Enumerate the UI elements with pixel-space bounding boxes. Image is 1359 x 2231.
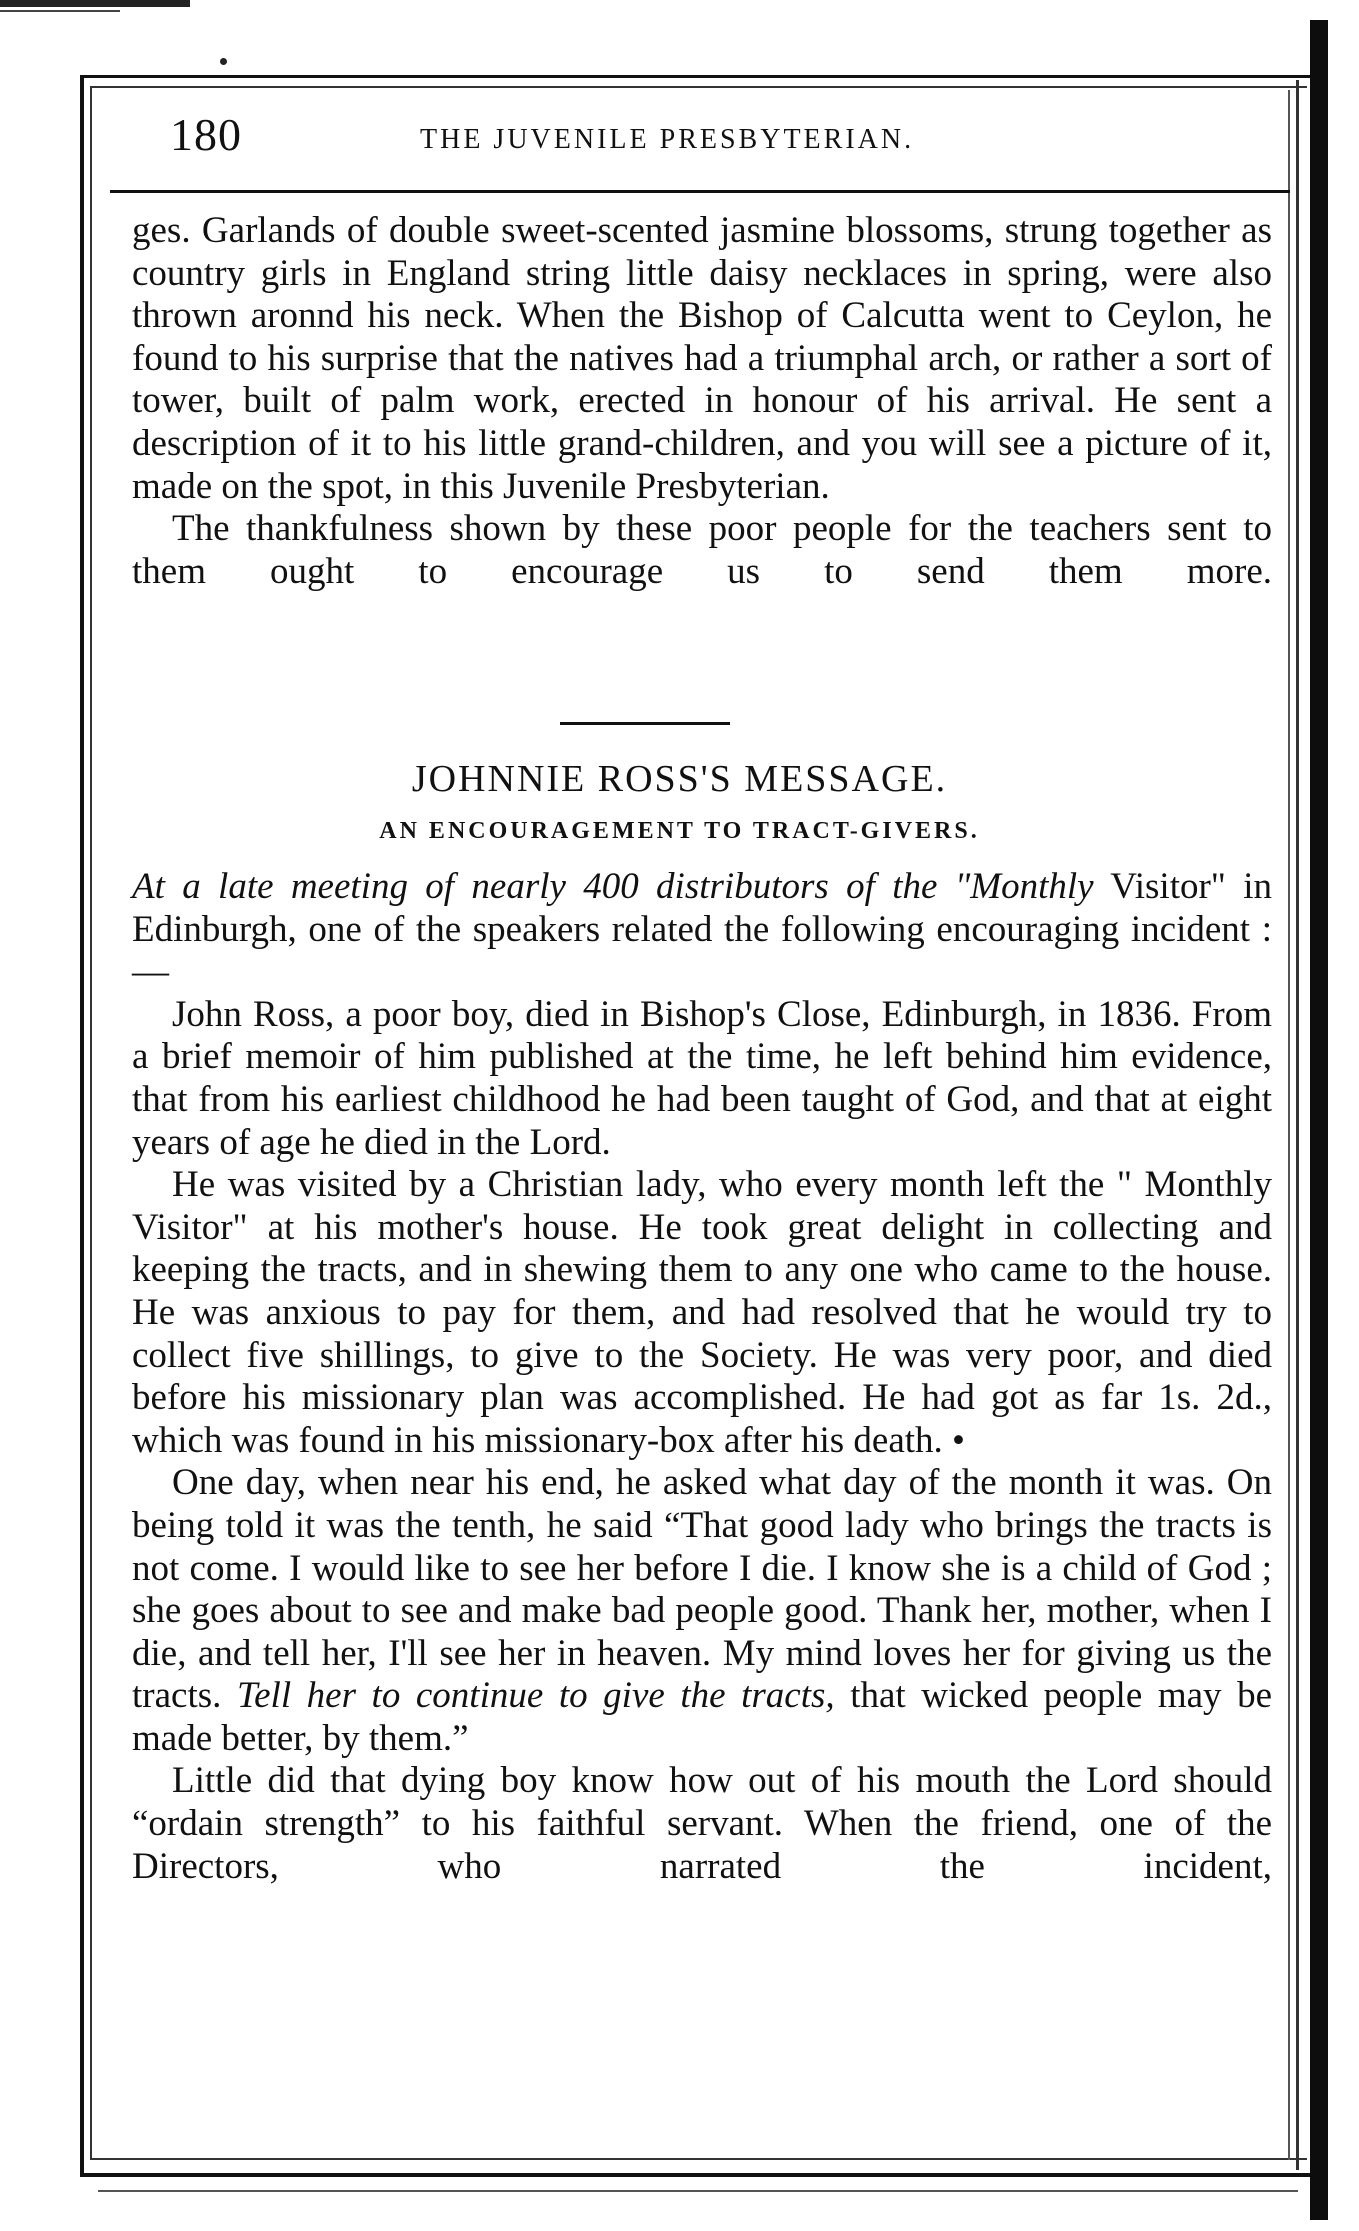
ink-dot (220, 58, 227, 65)
running-head: THE JUVENILE PRESBYTERIAN. (420, 124, 915, 155)
page-number: 180 (170, 109, 242, 160)
paragraph-little-did: Little did that dying boy know how out of his mouth the Lord should “ordain strength” to his faithful servant. When the friend, one of the Directors, who narrated the incident, (132, 1760, 1272, 1887)
top-edge-rule-thin (0, 10, 120, 12)
binding-edge (1310, 20, 1328, 2220)
paragraph-thankfulness: The thankfulness shown by these poor people for the teachers sent to them ought to encourage us to send them more. (132, 508, 1272, 592)
article-subtitle: AN ENCOURAGEMENT TO TRACT-GIVERS. (379, 818, 980, 844)
upper-text-block (132, 210, 1272, 593)
paragraph-john-ross: John Ross, a poor boy, died in Bishop's Close, Edinburgh, in 1836. From a brief memoir of him published at the time, he left behind him evidence, that from his earliest childhood he had been taught of God, and that at eight years of age he died in the Lord. (132, 993, 1272, 1163)
intro-lead: At (132, 866, 165, 907)
right-border-inner (1288, 90, 1290, 2160)
article-body (132, 866, 1272, 1888)
paragraph-one-day (132, 1462, 1272, 1760)
right-border-outer (1296, 80, 1299, 2170)
one-day-end: that wicked people may be made better, by them.” (132, 1675, 1272, 1759)
page-header (150, 108, 1290, 168)
bottom-rule (98, 2190, 1298, 2192)
one-day-text: One day, when near his end, he asked what day of the month it was. On being told it was the tenth, he said “That good lady who brings the tracts is not come. I would like to see her before I die. I know she is a child of God ; she goes about to see and make bad people good. Thank her, mother, when I die, and tell her, I'll see her in heaven. My mind loves her for giving us the tracts. (132, 1462, 1272, 1717)
header-rule (110, 190, 1290, 193)
section-divider (560, 722, 730, 725)
article-title: JOHNNIE ROSS'S MESSAGE. (411, 758, 948, 800)
one-day-italic: Tell her to continue to give the tracts, (236, 1675, 835, 1717)
top-edge-rule (0, 0, 190, 7)
intro-italic: a late meeting of nearly 400 distributors of the "Monthly (164, 866, 1094, 907)
paragraph-christian-lady: He was visited by a Christian lady, who every month left the " Monthly Visitor" at his mother's house. He took great delight in collecting and keeping the tracts, and in shewing them to any one who came to the house. He was anxious to pay for them, and had resolved that he would try to collect five shillings, to give to the Society. He was very poor, and died before his missionary plan was accomplished. He had got as far 1s. 2d., which was found in his missionary-box after his death. • (132, 1164, 1272, 1461)
paragraph-continuation: ges. Garlands of double sweet-scented jasmine blossoms, strung together as country girls in England string little daisy necklaces in spring, were also thrown aronnd his neck. When the Bishop of Calcutta went to Ceylon, he found to his surprise that the natives had a triumphal arch, or rather a sort of tower, built of palm work, erected in honour of his arrival. He sent a description of it to his little grand-children, and you will see a picture of it, made on the spot, in this Juvenile Presbyterian. (132, 210, 1272, 507)
intro-rest: Visitor" in Edinburgh, one of the speakers related the following encouraging incident :— (132, 866, 1272, 993)
article-intro (132, 866, 1272, 994)
